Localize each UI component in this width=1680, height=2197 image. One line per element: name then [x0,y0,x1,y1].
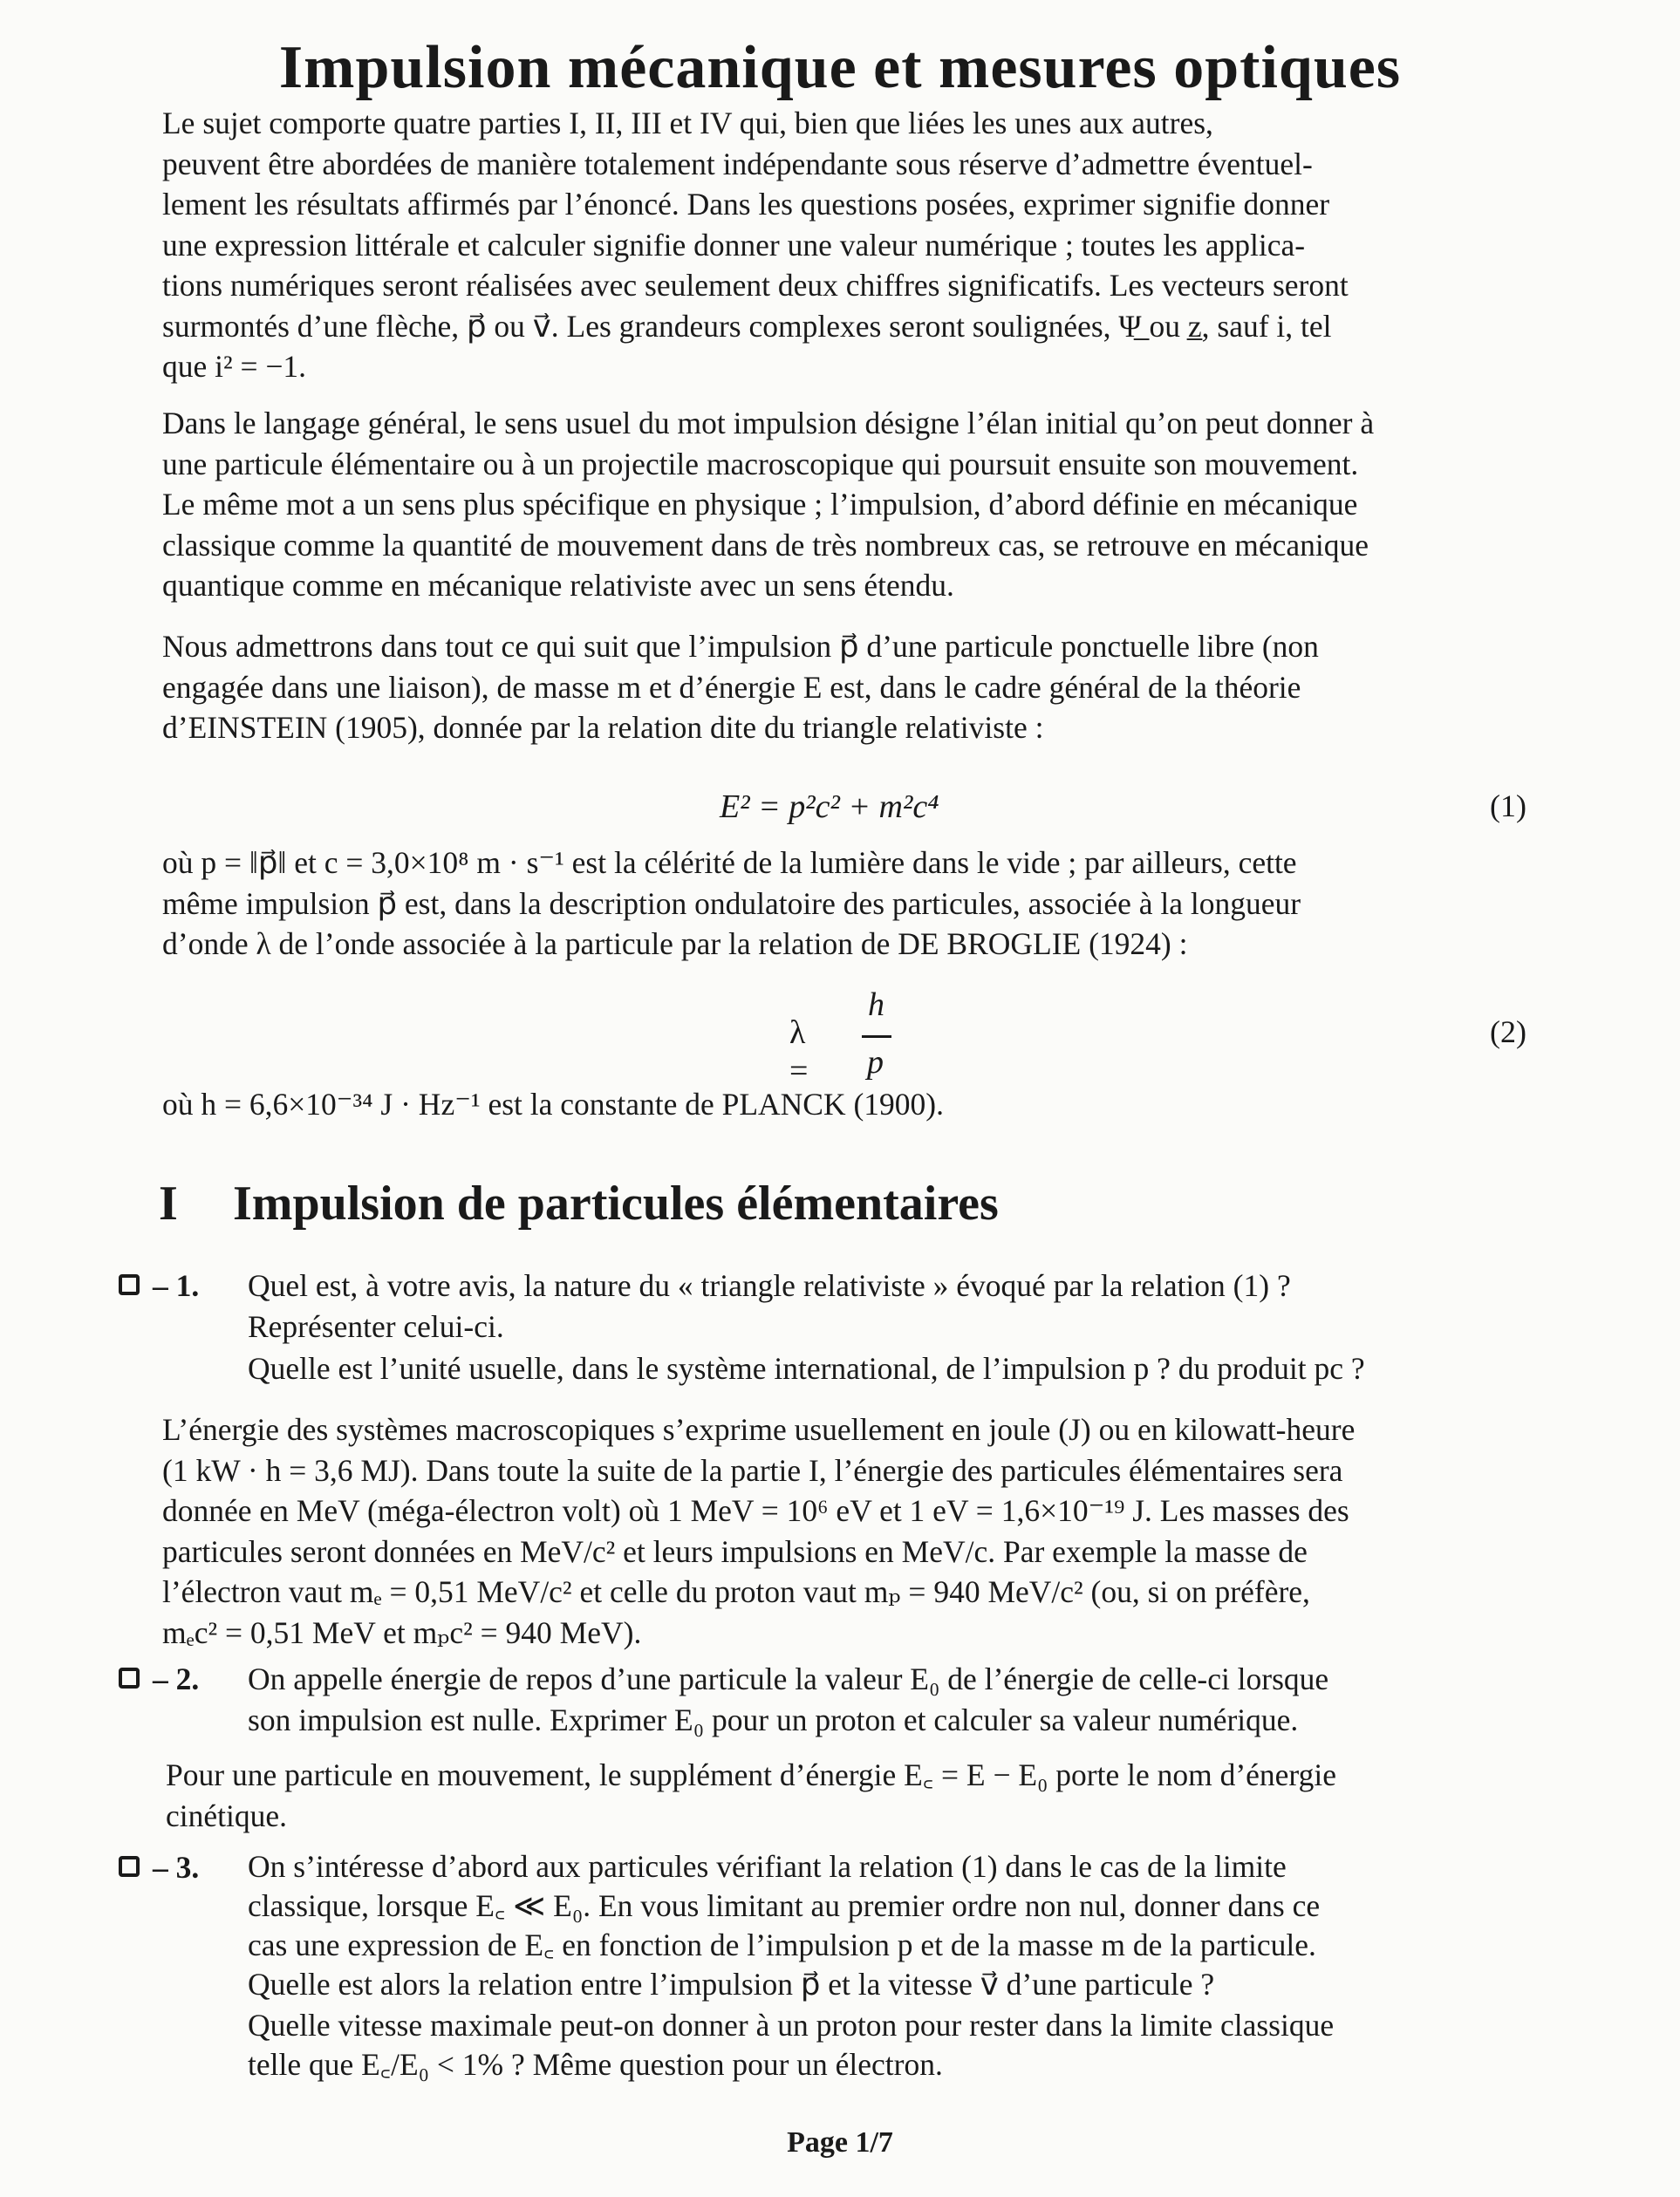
equation-2-numerator: h [868,986,884,1023]
text-line: classique comme la quantité de mouvement dans de très nombreux cas, se retrouve en mécanique [162,527,1369,563]
text-line: L’énergie des systèmes macroscopiques s’exprime usuellement en joule (J) ou en kilowatt-heure [162,1412,1356,1447]
intro-paragraph-5 [162,1084,1532,1125]
text-line: Nous admettrons dans tout ce qui suit que l’impulsion p⃗ d’une particule ponctuelle libre (non [162,629,1319,664]
checkbox-icon [119,1274,140,1295]
question-3-label: – 3. [153,1850,200,1885]
text-line: d’onde λ de l’onde associée à la particule par la relation de DE BROGLIE (1924) : [162,926,1188,961]
text-line: particules seront données en MeV/c² et leurs impulsions en MeV/c. Par exemple la masse de [162,1533,1308,1569]
text-line: cinétique. [166,1798,287,1833]
question-3-text [248,1847,1532,2084]
text-line: surmontés d’une flèche, p⃗ ou v⃗. Les grandeurs complexes seront soulignées, Ψ̲ ou z̲, sauf i, tel [162,308,1332,344]
intro-paragraph-4 [162,843,1532,965]
text-line: une particule élémentaire ou à un projectile macroscopique qui poursuit ensuite son mouvement. [162,446,1359,481]
text-line: l’électron vaut mₑ = 0,51 MeV/c² et celle du proton vaut mₚ = 940 MeV/c² (ou, si on préfère, [162,1574,1310,1609]
paragraph-energy-units [162,1409,1532,1653]
section-heading [159,1173,999,1234]
text-line: son impulsion est nulle. Exprimer E₀ pour un proton et calculer sa valeur numérique. [248,1702,1299,1737]
text-line: Le sujet comporte quatre parties I, II, III et IV qui, bien que liées les unes aux autres, [162,106,1213,140]
checkbox-icon [119,1668,140,1689]
intro-paragraph-2 [162,403,1532,606]
text-line: une expression littérale et calculer signifie donner une valeur numérique ; toutes les applica- [162,227,1306,263]
text-line: cas une expression de E꜀ en fonction de l’impulsion p et de la masse m de la particule. [248,1927,1316,1962]
equation-1: E² = p²c² + m²c⁴ [720,788,939,825]
equation-2-number: (2) [1490,1014,1526,1049]
text-line: tions numériques seront réalisées avec seulement deux chiffres significatifs. Les vecteurs seront [162,268,1349,303]
paragraph-kinetic-energy [166,1755,1532,1836]
text-line: telle que E꜀/E₀ < 1% ? Même question pour un électron. [248,2047,943,2082]
equation-2-lhs: λ = [789,1014,809,1089]
text-line: Quelle est l’unité usuelle, dans le système international, de l’impulsion p ? du produit pc ? [248,1351,1365,1386]
intro-paragraph-3 [162,626,1532,748]
question-1-text [248,1266,1532,1389]
text-line: quantique comme en mécanique relativiste avec un sens étendu. [162,568,954,603]
text-line: Quel est, à votre avis, la nature du « triangle relativiste » évoqué par la relation (1) ? [248,1268,1291,1303]
section-title: Impulsion de particules élémentaires [233,1177,999,1231]
text-line: On appelle énergie de repos d’une particule la valeur E₀ de l’énergie de celle-ci lorsque [248,1661,1329,1696]
fraction-bar [862,1035,891,1038]
text-line: Dans le langage général, le sens usuel du mot impulsion désigne l’élan initial qu’on peut donner à [162,406,1375,440]
text-line: Quelle est alors la relation entre l’impulsion p⃗ et la vitesse v⃗ d’une particule ? [248,1967,1215,2002]
text-line: classique, lorsque E꜀ ≪ E₀. En vous limitant au premier ordre non nul, donner dans ce [248,1888,1321,1923]
text-line: Quelle vitesse maximale peut-on donner à un proton pour rester dans la limite classique [248,2008,1335,2043]
checkbox-icon [119,1856,140,1877]
page-title: Impulsion mécanique et mesures optiques [278,34,1402,101]
text-line: lement les résultats affirmés par l’énoncé. Dans les questions posées, exprimer signifie donner [162,187,1330,222]
section-number: I [159,1177,178,1231]
text-line: que i² = −1. [162,349,307,384]
text-line: On s’intéresse d’abord aux particules vérifiant la relation (1) dans le cas de la limite [248,1849,1287,1884]
intro-paragraph-1 [162,103,1532,387]
question-2-label: – 2. [153,1661,200,1696]
question-2-text [248,1659,1532,1740]
text-line: où p = ‖p⃗‖ et c = 3,0×10⁸ m · s⁻¹ est la célérité de la lumière dans le vide ; par ailleurs, cette [162,845,1297,880]
text-line: Pour une particule en mouvement, le supplément d’énergie E꜀ = E − E₀ porte le nom d’énergie [166,1757,1336,1792]
text-line: donnée en MeV (méga-électron volt) où 1 MeV = 10⁶ eV et 1 eV = 1,6×10⁻¹⁹ J. Les masses des [162,1493,1349,1528]
text-line: Le même mot a un sens plus spécifique en physique ; l’impulsion, d’abord définie en mécanique [162,487,1358,522]
text-line: Représenter celui-ci. [248,1308,504,1344]
question-1-label: – 1. [153,1268,200,1303]
text-line: même impulsion p⃗ est, dans la description ondulatoire des particules, associée à la longueur [162,885,1301,921]
text-line: où h = 6,6×10⁻³⁴ J · Hz⁻¹ est la constante de PLANCK (1900). [162,1087,944,1122]
text-line: engagée dans une liaison), de masse m et d’énergie E est, dans le cadre général de la théorie [162,669,1301,705]
text-line: (1 kW · h = 3,6 MJ). Dans toute la suite de la partie I, l’énergie des particules élémentaires sera [162,1452,1343,1488]
text-line: d’EINSTEIN (1905), donnée par la relation dite du triangle relativiste : [162,710,1044,745]
equation-2-denominator: p [867,1044,884,1081]
text-line: peuvent être abordées de manière totalement indépendante sous réserve d’admettre éventuel- [162,146,1313,181]
text-line: mₑc² = 0,51 MeV et mₚc² = 940 MeV). [162,1614,642,1650]
equation-1-number: (1) [1490,788,1526,823]
page-number: Page 1/7 [787,2126,893,2159]
